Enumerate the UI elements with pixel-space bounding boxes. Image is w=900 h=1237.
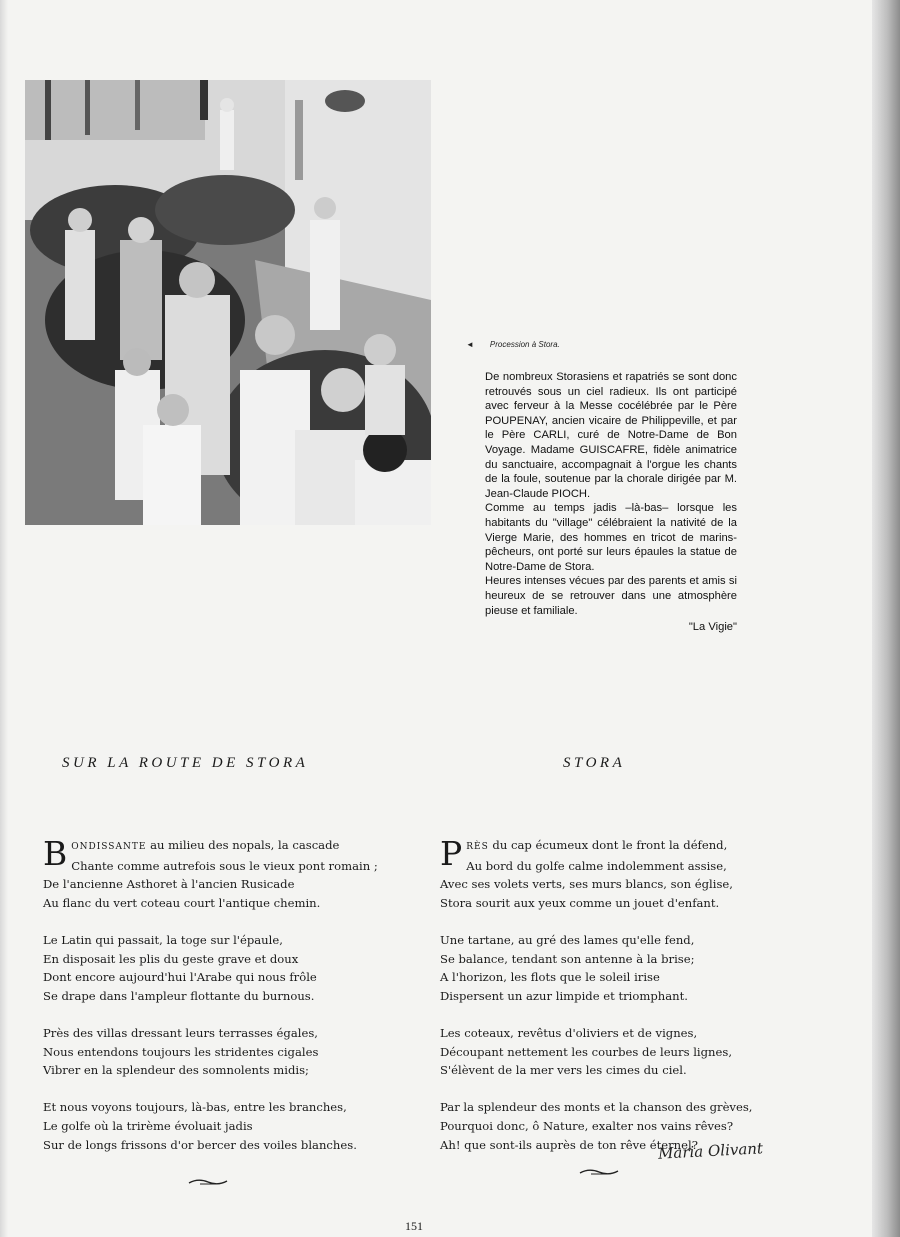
poem-right-dropcap: P bbox=[440, 834, 463, 873]
poem-left-stanza-1 bbox=[43, 836, 403, 912]
poem-right-stanza-2 bbox=[440, 931, 780, 1005]
poem-line: Le golfe où la trirème évoluait jadis bbox=[43, 1118, 253, 1133]
author-signature: Maria Olivant bbox=[657, 1139, 764, 1163]
caption-text: Procession à Stora. bbox=[489, 340, 560, 349]
poem-line: De l'ancienne Asthoret à l'ancien Rusicade bbox=[43, 877, 295, 892]
poem-line: S'élèvent de la mer vers les cimes du ciel. bbox=[440, 1063, 687, 1078]
photo-caption bbox=[466, 340, 560, 349]
poem-line: Le Latin qui passait, la toge sur l'épaule, bbox=[43, 932, 283, 947]
poem-line: Près des villas dressant leurs terrasses égales, bbox=[43, 1025, 318, 1040]
poem-line: Pourquoi donc, ô Nature, exalter nos vains rêves? bbox=[440, 1118, 734, 1133]
poem-line: Stora sourit aux yeux comme un jouet d'enfant. bbox=[440, 895, 720, 910]
poem-line: Vibrer en la splendeur des somnolents midis; bbox=[43, 1063, 309, 1078]
poem-line: Ah! que sont-ils auprès de ton rêve éternel? bbox=[440, 1137, 698, 1152]
poem-right-title: STORA bbox=[563, 755, 626, 771]
article-paragraph-2: Comme au temps jadis –là-bas– lorsque les habitants du "village" célébraient la nativité de la Vierge Marie, des hommes en tricot de marins-pêcheurs, ont porté sur leurs épaules la statue de Notre-Dame de Stora. bbox=[485, 502, 737, 573]
poem-left-stanza-2 bbox=[43, 931, 403, 1005]
poem-line: Chante comme autrefois sous le vieux pont romain ; bbox=[71, 858, 378, 873]
poem-left bbox=[43, 836, 403, 1173]
page-left-edge bbox=[0, 0, 8, 1237]
article-paragraph-3: Heures intenses vécues par des parents et amis si heureux de se retrouver dans une atmosphère pieuse et familiale. bbox=[485, 575, 737, 617]
poem-left-stanza-3 bbox=[43, 1024, 403, 1080]
poem-line: ONDISSANTE au milieu des nopals, la cascade bbox=[71, 838, 340, 852]
poem-line: Une tartane, au gré des lames qu'elle fend, bbox=[440, 932, 695, 947]
poem-line: Dont encore aujourd'hui l'Arabe qui nous frôle bbox=[43, 970, 317, 985]
poem-line: Se drape dans l'ampleur flottante du burnous. bbox=[43, 988, 315, 1003]
poem-line: Au bord du golfe calme indolemment assise, bbox=[466, 858, 727, 873]
poem-left-stanza-4 bbox=[43, 1098, 403, 1154]
poem-line: Au flanc du vert coteau court l'antique chemin. bbox=[43, 895, 321, 910]
poem-line: Les coteaux, revêtus d'oliviers et de vignes, bbox=[440, 1025, 698, 1040]
procession-photo bbox=[25, 80, 431, 525]
poem-right-stanza-1 bbox=[440, 836, 780, 912]
poem-line: Avec ses volets verts, ses murs blancs, son église, bbox=[440, 877, 733, 892]
ornament-icon bbox=[579, 1165, 619, 1181]
poem-line: RÈS du cap écumeux dont le front la défend, bbox=[466, 838, 728, 852]
page-number: 151 bbox=[405, 1219, 423, 1233]
page-binding-edge bbox=[872, 0, 900, 1237]
poem-line: Dispersent un azur limpide et triomphant. bbox=[440, 988, 688, 1003]
poem-line: En disposait les plis du geste grave et doux bbox=[43, 951, 299, 966]
caption-arrow-icon: ◄ bbox=[466, 340, 474, 349]
article-paragraph-1: De nombreux Storasiens et rapatriés se sont donc retrouvés sous un ciel radieux. Ils ont participé avec ferveur à la Messe cocélébrée par le Père POUPENAY, ancien vicaire de Philippeville, et par le Père CARLI, curé de Notre-Dame de Bon Voyage. Madame GUISCAFRE, fidèle animatrice du sanctuaire, accompagnait à l'orgue les chants de la foule, soutenue par la chorale dirigée par M. Jean-Claude PIOCH. bbox=[485, 371, 737, 500]
poem-line: Et nous voyons toujours, là-bas, entre les branches, bbox=[43, 1100, 347, 1115]
poem-line: Par la splendeur des monts et la chanson des grèves, bbox=[440, 1100, 753, 1115]
poem-left-title: SUR LA ROUTE DE STORA bbox=[62, 755, 309, 771]
article-signature: "La Vigie" bbox=[688, 621, 737, 634]
poem-line: Sur de longs frissons d'or bercer des voiles blanches. bbox=[43, 1137, 357, 1152]
poem-line: A l'horizon, les flots que le soleil irise bbox=[440, 970, 660, 985]
poem-left-dropcap: B bbox=[43, 834, 68, 873]
ornament-icon bbox=[188, 1175, 228, 1191]
poem-line: Nous entendons toujours les stridentes cigales bbox=[43, 1044, 319, 1059]
poem-line: Se balance, tendant son antenne à la brise; bbox=[440, 951, 695, 966]
poem-right bbox=[440, 836, 780, 1173]
poem-line: Découpant nettement les courbes de leurs lignes, bbox=[440, 1044, 733, 1059]
article bbox=[485, 370, 737, 635]
poem-right-stanza-3 bbox=[440, 1024, 780, 1080]
